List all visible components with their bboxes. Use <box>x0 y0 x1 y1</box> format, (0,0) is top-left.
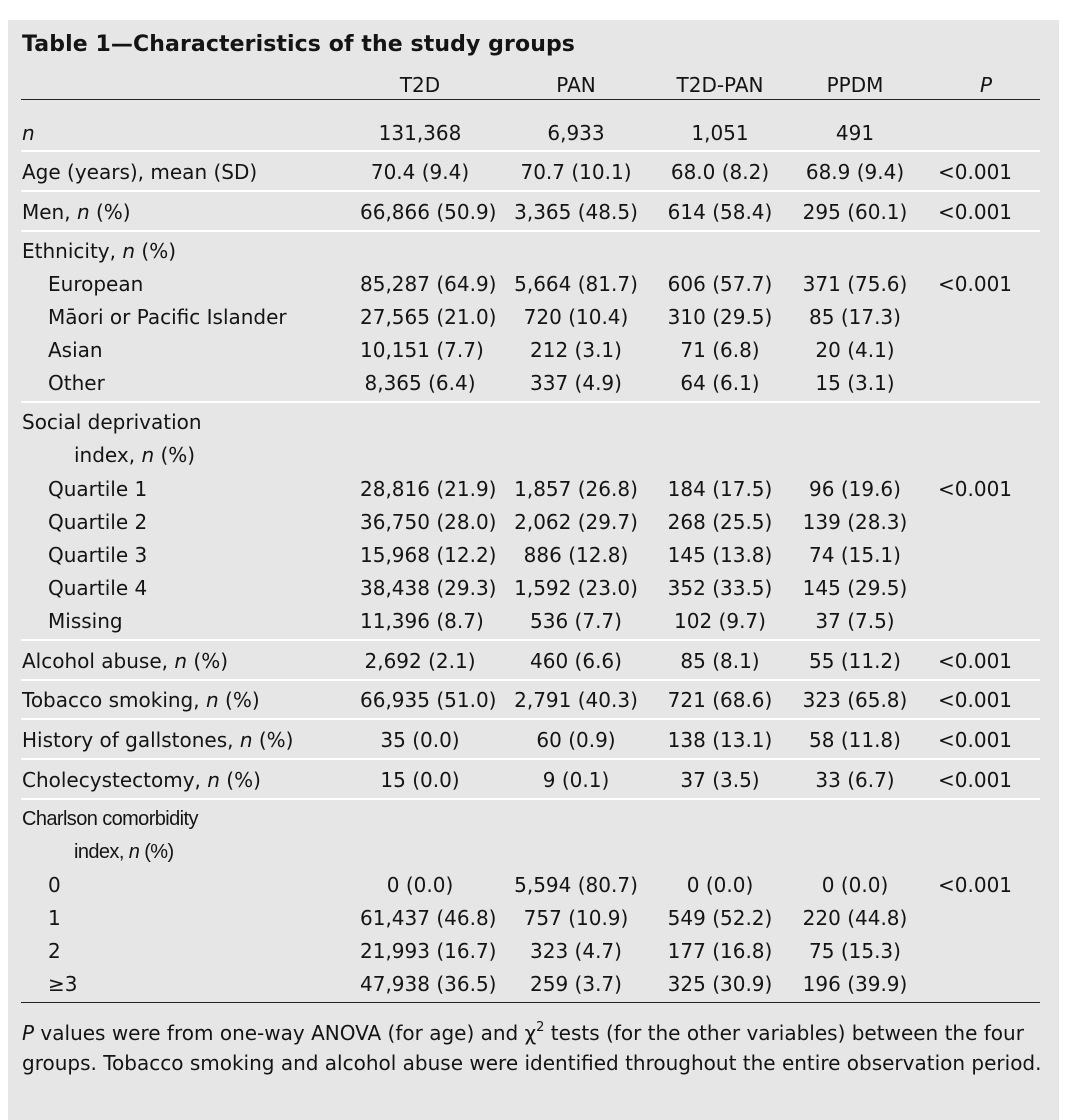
table-cell: 85 (17.3) <box>809 305 901 329</box>
table-cell: 0 (0.0) <box>821 873 889 897</box>
table-cell: 5,664 (81.7) <box>514 272 638 296</box>
table-cell: 96 (19.6) <box>809 477 901 501</box>
p-value-cell: <0.001 <box>938 477 1013 501</box>
col-header-pan: PAN <box>556 73 596 97</box>
table-cell: 85 (8.1) <box>680 649 760 673</box>
table-cell: 5,594 (80.7) <box>514 873 638 897</box>
table-cell: 66,866 (50.9) <box>360 200 497 224</box>
table-cell: 323 (4.7) <box>530 939 622 963</box>
table-cell: 371 (75.6) <box>802 272 908 296</box>
row-label-cholecystectomy: Cholecystectomy, n (%) <box>22 768 261 792</box>
row-divider <box>21 639 1040 641</box>
table-cell: 1,592 (23.0) <box>514 576 638 600</box>
p-value-cell: <0.001 <box>938 649 1013 673</box>
table-cell: 3,365 (48.5) <box>514 200 638 224</box>
p-value-cell: <0.001 <box>938 160 1013 184</box>
table-cell: 549 (52.2) <box>667 906 773 930</box>
col-header-t2d-pan: T2D-PAN <box>676 73 764 97</box>
row-label-quartile-2: Quartile 2 <box>48 510 148 534</box>
section-label-deprivation-line2: index, n (%) <box>74 443 196 467</box>
row-label-missing: Missing <box>48 609 123 633</box>
row-label-maori: Māori or Pacific Islander <box>48 305 287 329</box>
row-label-gallstones: History of gallstones, n (%) <box>22 728 294 752</box>
table-cell: 37 (3.5) <box>680 768 760 792</box>
section-label-charlson: Charlson comorbidity <box>22 808 198 830</box>
table-cell: 75 (15.3) <box>809 939 901 963</box>
table-cell: 196 (39.9) <box>802 972 908 996</box>
table-cell: 139 (28.3) <box>802 510 908 534</box>
table-cell: 131,368 <box>378 121 462 145</box>
col-header-p: P <box>979 73 993 97</box>
col-header-ppdm: PPDM <box>826 73 884 97</box>
table-cell: 102 (9.7) <box>674 609 766 633</box>
table-footnote: P values were from one-way ANOVA (for age) and $\chi^2$ tests (for the other variables) between the four groups. Tobacco smoking and alcohol abuse were identified throughout the entire observation period. <box>22 1020 1042 1075</box>
table-cell: 70.4 (9.4) <box>370 160 470 184</box>
table-cell: 28,816 (21.9) <box>360 477 497 501</box>
row-divider <box>21 401 1040 403</box>
row-label-charlson-3plus: ≥3 <box>48 972 78 996</box>
table-cell: 68.0 (8.2) <box>670 160 770 184</box>
row-label-other: Other <box>48 371 105 395</box>
row-divider <box>21 230 1040 232</box>
table-cell: 145 (13.8) <box>667 543 773 567</box>
bottom-rule <box>21 1002 1040 1003</box>
table-cell: 606 (57.7) <box>667 272 773 296</box>
row-divider <box>21 798 1040 800</box>
table-cell: 2,692 (2.1) <box>364 649 476 673</box>
table-cell: 15 (0.0) <box>380 768 460 792</box>
table-cell: 352 (33.5) <box>667 576 773 600</box>
table-cell: 66,935 (51.0) <box>360 688 497 712</box>
row-label-age: Age (years), mean (SD) <box>22 160 258 184</box>
table-cell: 10,151 (7.7) <box>360 338 484 362</box>
table-cell: 0 (0.0) <box>386 873 454 897</box>
row-label-alcohol: Alcohol abuse, n (%) <box>22 649 229 673</box>
table-cell: 38,438 (29.3) <box>360 576 497 600</box>
row-label-quartile-3: Quartile 3 <box>48 543 148 567</box>
table-cell: 220 (44.8) <box>802 906 908 930</box>
table-cell: 757 (10.9) <box>523 906 629 930</box>
row-label-tobacco: Tobacco smoking, n (%) <box>22 688 260 712</box>
row-label-charlson-1: 1 <box>48 906 61 930</box>
table-panel <box>8 20 1059 1120</box>
section-label-ethnicity: Ethnicity, n (%) <box>22 239 176 263</box>
table-title: Table 1—Characteristics of the study groups <box>22 32 575 57</box>
p-value-cell: <0.001 <box>938 768 1013 792</box>
table-cell: 61,437 (46.8) <box>360 906 497 930</box>
table-cell: 8,365 (6.4) <box>364 371 476 395</box>
row-divider <box>21 718 1040 720</box>
table-cell: 720 (10.4) <box>523 305 629 329</box>
table-cell: 2,791 (40.3) <box>514 688 638 712</box>
row-label-charlson-0: 0 <box>48 873 61 897</box>
row-label-quartile-4: Quartile 4 <box>48 576 148 600</box>
table-cell: 138 (13.1) <box>667 728 773 752</box>
table-cell: 9 (0.1) <box>542 768 610 792</box>
row-divider <box>21 190 1040 192</box>
table-cell: 177 (16.8) <box>667 939 773 963</box>
section-label-charlson-line2: index, n (%) <box>74 841 174 863</box>
p-value-cell: <0.001 <box>938 200 1013 224</box>
table-cell: 614 (58.4) <box>667 200 773 224</box>
table-cell: 295 (60.1) <box>802 200 908 224</box>
p-value-cell: <0.001 <box>938 688 1013 712</box>
p-value-cell: <0.001 <box>938 873 1013 897</box>
table-cell: 68.9 (9.4) <box>805 160 905 184</box>
table-cell: 60 (0.9) <box>536 728 616 752</box>
row-divider <box>21 758 1040 760</box>
table-cell: 323 (65.8) <box>802 688 908 712</box>
col-header-t2d: T2D <box>399 73 441 97</box>
row-label-charlson-2: 2 <box>48 939 61 963</box>
header-rule <box>21 99 1040 100</box>
table-cell: 337 (4.9) <box>530 371 622 395</box>
table-cell: 15,968 (12.2) <box>360 543 497 567</box>
table-cell: 55 (11.2) <box>809 649 901 673</box>
table-cell: 184 (17.5) <box>667 477 773 501</box>
section-label-deprivation: Social deprivation <box>22 410 202 434</box>
table-cell: 212 (3.1) <box>530 338 622 362</box>
table-cell: 35 (0.0) <box>380 728 460 752</box>
table-cell: 145 (29.5) <box>802 576 908 600</box>
table-cell: 460 (6.6) <box>530 649 622 673</box>
row-divider <box>21 150 1040 152</box>
table-cell: 20 (4.1) <box>815 338 895 362</box>
table-cell: 21,993 (16.7) <box>360 939 497 963</box>
table-cell: 2,062 (29.7) <box>514 510 638 534</box>
table-cell: 37 (7.5) <box>815 609 895 633</box>
row-label-european: European <box>48 272 144 296</box>
table-cell: 70.7 (10.1) <box>520 160 632 184</box>
table-cell: 58 (11.8) <box>809 728 901 752</box>
table-cell: 36,750 (28.0) <box>360 510 497 534</box>
table-cell: 0 (0.0) <box>686 873 754 897</box>
table-cell: 310 (29.5) <box>667 305 773 329</box>
row-label-asian: Asian <box>48 338 103 362</box>
table-cell: 721 (68.6) <box>667 688 773 712</box>
row-label-n: n <box>22 121 35 145</box>
table-cell: 11,396 (8.7) <box>360 609 484 633</box>
table-cell: 491 <box>835 121 875 145</box>
row-divider <box>21 679 1040 681</box>
row-label-men: Men, n (%) <box>22 200 131 224</box>
table-cell: 15 (3.1) <box>815 371 895 395</box>
table-cell: 33 (6.7) <box>815 768 895 792</box>
table-cell: 1,857 (26.8) <box>514 477 638 501</box>
p-value-cell: <0.001 <box>938 272 1013 296</box>
table-cell: 259 (3.7) <box>530 972 622 996</box>
table-cell: 71 (6.8) <box>680 338 760 362</box>
table-cell: 6,933 <box>547 121 605 145</box>
table-cell: 64 (6.1) <box>680 371 760 395</box>
table-cell: 886 (12.8) <box>523 543 629 567</box>
table-cell: 85,287 (64.9) <box>360 272 497 296</box>
table-cell: 27,565 (21.0) <box>360 305 497 329</box>
table-cell: 1,051 <box>691 121 749 145</box>
table-cell: 74 (15.1) <box>809 543 901 567</box>
table-cell: 47,938 (36.5) <box>360 972 497 996</box>
row-label-quartile-1: Quartile 1 <box>48 477 148 501</box>
table-cell: 268 (25.5) <box>667 510 773 534</box>
table-cell: 325 (30.9) <box>667 972 773 996</box>
p-value-cell: <0.001 <box>938 728 1013 752</box>
table-cell: 536 (7.7) <box>530 609 622 633</box>
